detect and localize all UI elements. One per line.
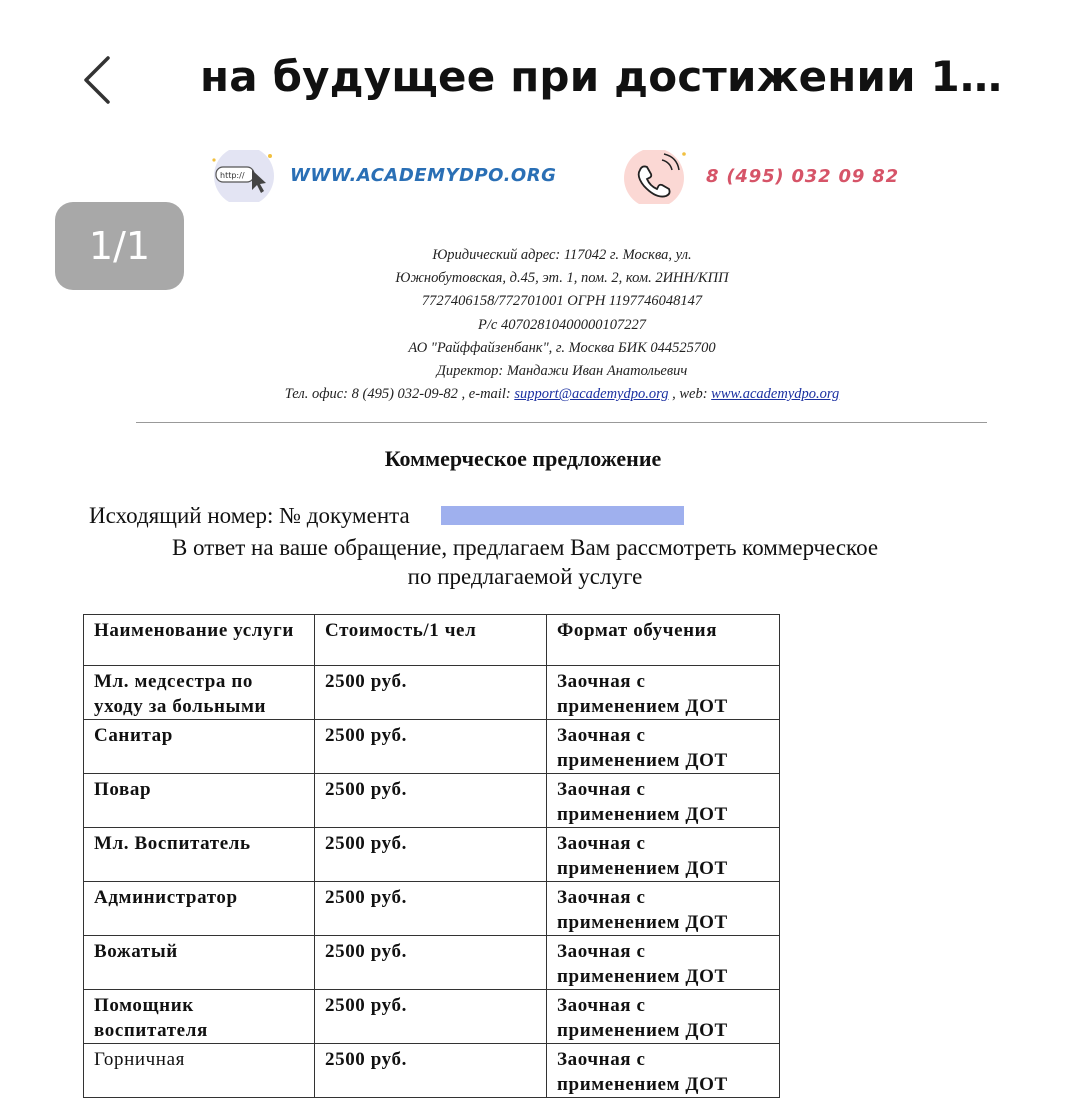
table-row [84, 990, 780, 1044]
table-row [84, 936, 780, 990]
address-line: Юридический адрес: 117042 г. Москва, ул. [432, 247, 692, 263]
address-line: Р/с 40702810400000107227 [478, 316, 646, 333]
address-block [190, 244, 934, 406]
table-row [84, 666, 780, 720]
redacted-number [441, 506, 684, 525]
intro-line: по предлагаемой услуге [407, 564, 643, 589]
table-header-row [84, 615, 780, 666]
table-cell: Заочная с применением ДОТ [547, 882, 780, 936]
table-row [84, 1044, 780, 1098]
divider [136, 422, 987, 423]
web-prefix: , web: [668, 386, 712, 403]
table-cell: Заочная с применением ДОТ [547, 990, 780, 1044]
table-cell: 2500 руб. [315, 990, 547, 1044]
address-line: АО "Райффайзенбанк", г. Москва БИК 044525700 [408, 339, 716, 356]
table-cell: Мл. медсестра по уходу за больными [84, 666, 315, 720]
table-cell: Заочная с применением ДОТ [547, 666, 780, 720]
table-cell: 2500 руб. [315, 774, 547, 828]
table-cell: Вожатый [84, 936, 315, 990]
table-cell: Помощник воспитателя [84, 990, 315, 1044]
table-cell: 2500 руб. [315, 936, 547, 990]
document-title: на будущее при достижении 1… [200, 52, 1003, 101]
email-link[interactable]: support@academydpo.org [514, 386, 669, 403]
table-cell: Горничная [84, 1044, 315, 1098]
table-cell: 2500 руб. [315, 1044, 547, 1098]
header-cell: Стоимость/1 чел [315, 615, 547, 666]
phone-icon [618, 150, 690, 204]
web-link[interactable]: www.academydpo.org [711, 386, 840, 403]
app-header [0, 0, 1080, 150]
table-cell: Заочная с применением ДОТ [547, 1044, 780, 1098]
outgoing-number: Исходящий номер: № документа [89, 503, 410, 528]
website-icon [208, 150, 280, 202]
intro-line: В ответ на ваше обращение, предлагаем Вам рассмотреть коммерческое [171, 535, 879, 560]
website-text: WWW.ACADEMYDPO.ORG [290, 165, 557, 186]
address-line: Директор: Мандажи Иван Анатольевич [436, 363, 688, 380]
offer-title: Коммерческое предложение [384, 446, 662, 471]
table-cell: Заочная с применением ДОТ [547, 774, 780, 828]
address-line: Южнобутовская, д.45, эт. 1, пом. 2, ком. 2ИНН/КПП [395, 270, 729, 287]
services-table [83, 614, 780, 1098]
table-cell: Мл. Воспитатель [84, 828, 315, 882]
table-cell: Заочная с применением ДОТ [547, 828, 780, 882]
table-cell: Повар [84, 774, 315, 828]
table-row [84, 828, 780, 882]
table-row [84, 882, 780, 936]
website-icon-text: http:// [220, 171, 245, 180]
back-button[interactable] [78, 52, 122, 108]
table-cell: Заочная с применением ДОТ [547, 720, 780, 774]
address-line: 7727406158/772701001 ОГРН 1197746048147 [421, 293, 703, 310]
table-cell: 2500 руб. [315, 666, 547, 720]
table-row [84, 720, 780, 774]
header-cell: Наименование услуги [84, 615, 315, 666]
table-cell: Администратор [84, 882, 315, 936]
header-cell: Формат обучения [547, 615, 780, 666]
page-indicator: 1/1 [55, 202, 184, 290]
table-row [84, 774, 780, 828]
intro-text [0, 533, 1050, 591]
table-cell: Заочная с применением ДОТ [547, 936, 780, 990]
chevron-left-icon [78, 52, 122, 108]
contact-line [190, 383, 934, 406]
phone-text: 8 (495) 032 09 82 [706, 166, 899, 187]
table-cell: 2500 руб. [315, 828, 547, 882]
table-cell: Санитар [84, 720, 315, 774]
contact-prefix: Тел. офис: 8 (495) 032-09-82 , e-mail: [284, 386, 515, 403]
table-cell: 2500 руб. [315, 720, 547, 774]
table-cell: 2500 руб. [315, 882, 547, 936]
